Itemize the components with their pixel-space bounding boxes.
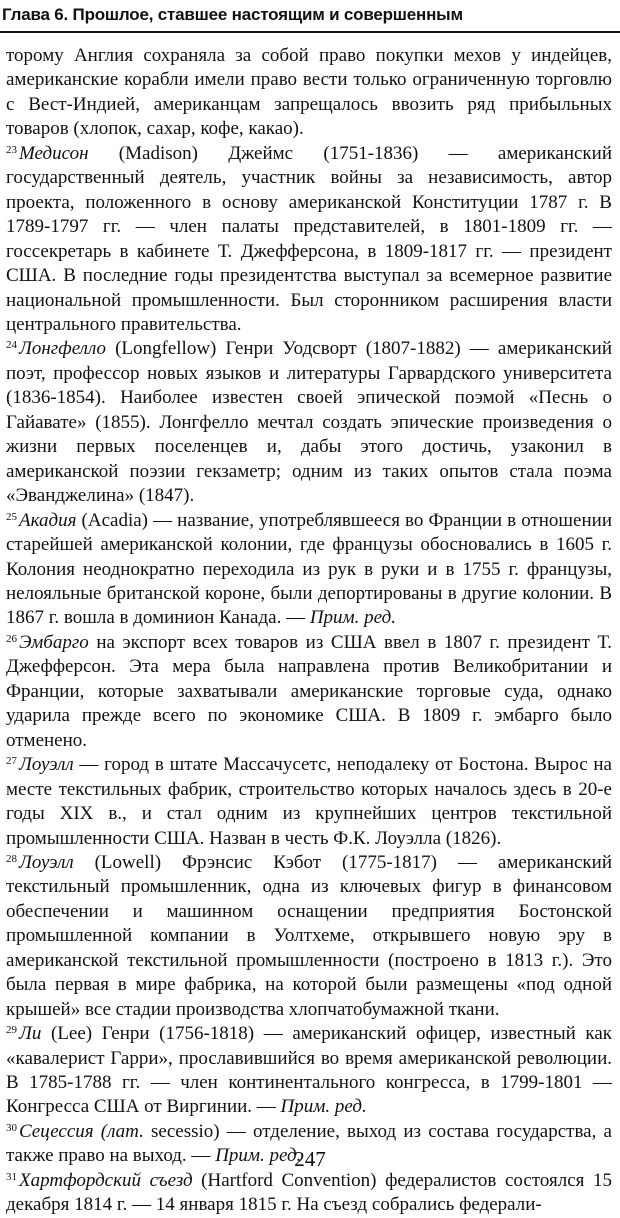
footnote-term: Лоуэлл [19, 754, 74, 776]
continuation-paragraph: торому Англия сохраняла за собой право покупки мехов у индейцев, американские корабли имели право вести только ограниченную торговлю с Вест-Индией, американцам запрещалось ввозить ряд прибыльных товаров (хлопок, сахар, кофе, какао). [6, 45, 612, 140]
editor-note: Прим. ред. [280, 1096, 367, 1118]
footnote-text: на экспорт всех товаров из США ввел в 1807 г. президент Т. Джефферсон. Эта мера была направлена против Великобритании и Франции, которые захватывали американские торговые суда, однако ударила прежде всего по экономике США. В 1809 г. эмбарго было отменено. [6, 631, 612, 751]
footnote-number: 25 [6, 510, 17, 523]
footnote-text: (Hartford Convention) федералистов состоялся 15 декабря 1814 г. — 14 января 1815 г. На съезд собрались федерали- [6, 1169, 612, 1216]
footnote-number: 30 [6, 1121, 17, 1134]
footnote-term: Сецессия (лат. [19, 1120, 152, 1142]
footnote-29 [6, 1022, 612, 1120]
footnote-term: Лоуэлл [19, 851, 74, 873]
footnote-number: 29 [6, 1024, 17, 1037]
footnote-27 [6, 753, 612, 851]
footnote-number: 24 [6, 339, 17, 352]
footnote-text: — город в штате Массачусетс, неподалеку от Бостона. Вырос на месте текстильных фабрик, строительство которых началось здесь в 20-е годы XIX в., и стал одним из крупнейших центров текстильной промышленности США. Назван в честь Ф.К. Лоуэлла (1826). [6, 754, 612, 849]
footnote-text: (Longfellow) Генри Уодсворт (1807-1882) — американский поэт, профессор новых языков и литературы Гарвардского университета (1836-1854). Наиболее известен своей эпической поэмой «Песнь о Гайавате» (1855). Лонгфелло мечтал создать эпические произведения о жизни первых поселенцев и, дабы этого достичь, узаконил в американской поэзии гекзаметр; одним из таких опытов стала поэма «Эванджелина» (1847). [6, 338, 612, 507]
footnotes-body [6, 44, 612, 1218]
footnote-term: Акадия [19, 509, 77, 531]
footnote-number: 28 [6, 852, 17, 865]
header-rule [0, 31, 620, 33]
footnote-text: (Lee) Генри (1756-1818) — американский офицер, известный как «кавалерист Гарри», прославившийся во время американской революции. В 1785-1788 гг. — член континентального конгресса, в 1799-1801 — Конгресса США от Виргинии. — [6, 1023, 612, 1118]
footnote-number: 23 [6, 143, 17, 156]
footnote-text: secessio) — отделение, выход из состава государства, а также право на выход. — [6, 1120, 612, 1167]
footnote-28 [6, 851, 612, 1022]
footnote-text: (Lowell) Фрэнсис Кэбот (1775-1817) — американский текстильный промышленник, одна из ключевых фигур в финансовом обеспечении и машинном оснащении предприятия Бостонской промышленной компании в Уолтхеме, открывшего новую эру в американской текстильной промышленности (построено в 1813 г.). Это была первая в мире фабрика, на которой были размещены «под одной крышей» все стадии производства хлопчатобумажной ткани. [6, 851, 612, 1020]
editor-note: Прим. ред. [309, 607, 396, 629]
page-number: 247 [294, 1147, 326, 1171]
footnote-24 [6, 337, 612, 508]
footnote-term: Эмбарго [19, 631, 89, 653]
editor-note: Прим. ред. [215, 1145, 302, 1167]
footnote-term: Хартфордский съезд [19, 1169, 193, 1191]
footnote-31 [6, 1169, 612, 1218]
footnote-term: Ли [19, 1023, 42, 1045]
footnote-23 [6, 142, 612, 338]
running-head: Глава 6. Прошлое, ставшее настоящим и совершенным [2, 5, 463, 24]
footnote-text: (Acadia) — название, употреблявшееся во Франции в отношении старейшей американской колонии, где французы обосновались в 1605 г. Колония неоднократно переходила из рук в руки и в 1755 г. французы, нелояльные британской короне, были депортированы в другие колонии. В 1867 г. вошла в доминион Канада. — [6, 509, 612, 629]
footnote-number: 26 [6, 632, 17, 645]
footnote-26 [6, 631, 612, 753]
footnote-text: (Madison) Джеймс (1751-1836) — американский государственный деятель, участник войны за независимость, автор проекта, положенного в основу американской Конституции 1787 г. В 1789-1797 гг. — член палаты представителей, в 1801-1809 гг. — госсекретарь в кабинете Т. Джефферсона, в 1809-1817 гг. — президент США. В последние годы президентства выступал за всемерное развитие национальной промышленности. Был сторонником расширения власти центрального правительства. [6, 142, 612, 335]
footnote-number: 31 [6, 1170, 17, 1183]
footnote-term: Лонгфелло [19, 338, 106, 360]
footnote-term: Медисон [19, 142, 89, 164]
footnote-number: 27 [6, 755, 17, 768]
footnote-25 [6, 509, 612, 631]
